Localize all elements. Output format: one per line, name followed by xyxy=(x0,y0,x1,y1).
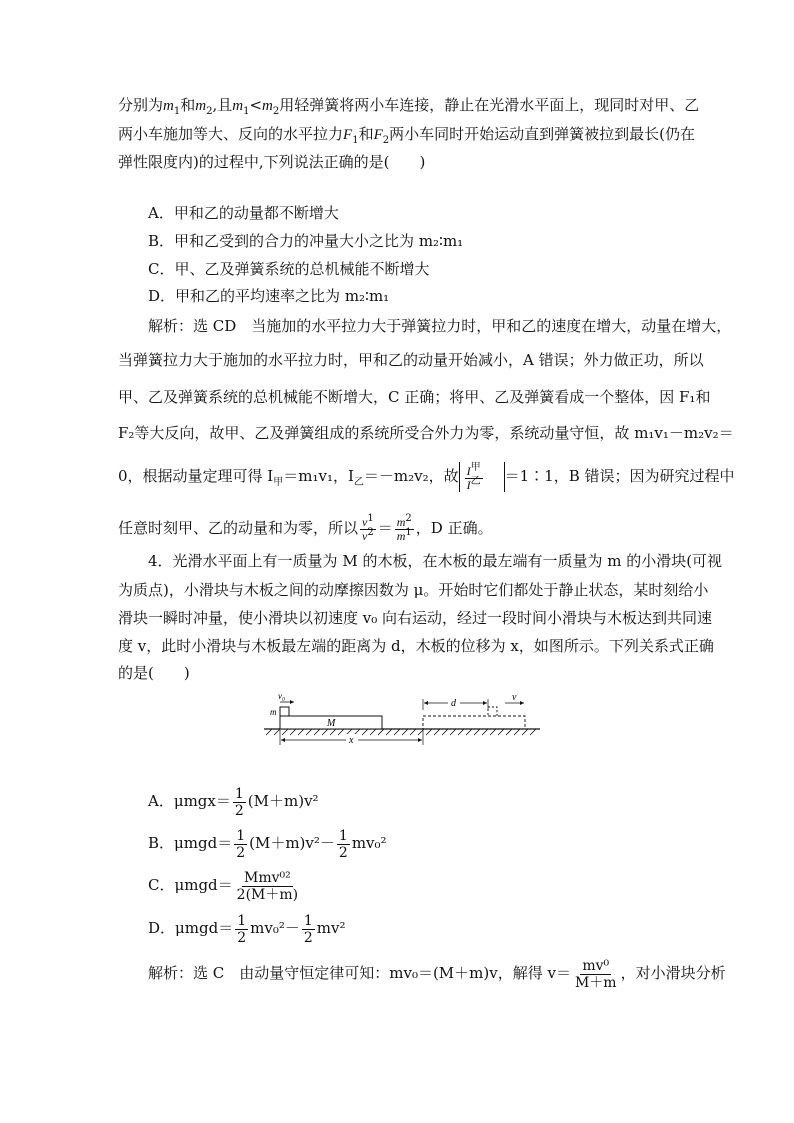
q3-option-d-ratio: m₂∶m₁ xyxy=(344,287,390,305)
q3-option-d: D．甲和乙的平均速率之比为 m₂∶m₁ xyxy=(148,287,390,305)
q3-solution-line-2: 当弹簧拉力大于施加的水平拉力时，甲和乙的动量开始减小，A 错误；外力做正功，所以 xyxy=(118,351,704,369)
q3-option-a: A．甲和乙的动量都不断增大 xyxy=(148,204,339,222)
q4-stem-line-3: 滑块一瞬时冲量，使小滑块以初速度 v₀ 向右运动，经过一段时间小滑块与木板达到共同速 xyxy=(118,609,713,627)
q3-solution-line-4: F₂等大反向，故甲、乙及弹簧组成的系统所受合外力为零，系统动量守恒，故 m₁v₁－m₂v₂＝ xyxy=(118,424,734,442)
impulse-ratio-abs: $\frac{I^甲}{I^乙}$ xyxy=(459,462,505,492)
x-label: x xyxy=(349,735,354,746)
ground-hatching xyxy=(266,729,536,735)
board-mass-label: M xyxy=(327,718,336,729)
q3-intro-line-1: 分别为$m_1$和$m_2$,且$m_1<m_2$用轻弹簧将两小车连接，静止在光滑水平面上，现同时对甲、乙 xyxy=(118,96,700,117)
slider-initial xyxy=(280,707,289,716)
q4-stem-line-4: 度 v，此时小滑块与木板最左端的距离为 d，木板的位移为 x，如图所示。下列关系式正确 xyxy=(118,637,714,655)
board-slider-figure xyxy=(262,690,542,750)
q4-option-a: A．μmgx＝ $\frac{1}{2}$ (M＋m)v² xyxy=(148,785,319,819)
q3-option-b: B．甲和乙受到的合力的冲量大小之比为 m₂∶m₁ xyxy=(148,232,464,250)
q3-option-c: C．甲、乙及弹簧系统的总机械能不断增大 xyxy=(148,260,430,278)
q4-option-d: D．μmgd＝ $\frac{1}{2}$ mv₀²－ $\frac{1}{2}$ mv² xyxy=(148,912,346,946)
q3-solution-line-5: 0，根据动量定理可得 $I_甲=m_1v_1$，$I_乙=-m_2v_2$，故 $\frac{I^甲}{I^乙}$ ＝1∶1，B 错误；因为研究过程中 xyxy=(118,461,735,492)
q3-option-b-ratio: m₂∶m₁ xyxy=(418,232,464,250)
q4-option-c: C．μmgd＝ $\frac{\text{Mmv⁰²}}{2(M+m)}$ xyxy=(148,869,299,903)
q4-solution-line-1: 解析：选 C 由动量守恒定律可知：mv₀＝(M＋m)v，解得 v＝ $\frac{\text{mv⁰}}{M+m}$ ，对小滑块分析 xyxy=(148,957,726,991)
m-ratio-fraction: $\frac{m^2}{m^1}$ xyxy=(396,512,412,543)
board-final xyxy=(423,716,525,729)
q4-stem-line-5: 的是( ) xyxy=(118,664,190,682)
slider-mass-label: m xyxy=(270,707,277,717)
q4-option-b: B．μmgd＝ $\frac{1}{2}$ (M＋m)v²－ $\frac{1}{2}$ mv₀² xyxy=(148,827,387,861)
q4-stem-line-1: 4．光滑水平面上有一质量为 M 的木板，在木板的最左端有一质量为 m 的小滑块(可视 xyxy=(148,552,723,570)
q3-intro-line-3: 弹性限度内)的过程中,下列说法正确的是( ) xyxy=(118,153,426,171)
q3-solution-line-3: 甲、乙及弹簧系统的总机械能不断增大，C 正确；将甲、乙及弹簧看成一个整体，因 F₁和 xyxy=(118,388,711,406)
q4-stem-line-2: 为质点)，小滑块与木板之间的动摩擦因数为 μ。开始时它们都处于静止状态，某时刻给小 xyxy=(118,581,709,599)
slider-final xyxy=(488,707,497,716)
q3-solution-line-1: 解析：选 CD 当施加的水平拉力大于弹簧拉力时，甲和乙的速度在增大，动量在增大， xyxy=(148,317,732,335)
d-label: d xyxy=(451,698,456,709)
q3-intro-line-2: 两小车施加等大、反向的水平拉力$F_1$和$F_2$两小车同时开始运动直到弹簧被拉到最长(仍在 xyxy=(118,125,695,146)
v0-label: v₀ xyxy=(278,691,286,701)
q3-solution-line-6: 任意时刻甲、乙的动量和为零，所以 $\frac{v^1}{v^2}$ ＝ $\frac{m^2}{m^1}$ ，D 正确。 xyxy=(118,512,493,543)
v-ratio-fraction: $\frac{v^1}{v^2}$ xyxy=(362,512,374,543)
v-label: v xyxy=(512,692,517,703)
